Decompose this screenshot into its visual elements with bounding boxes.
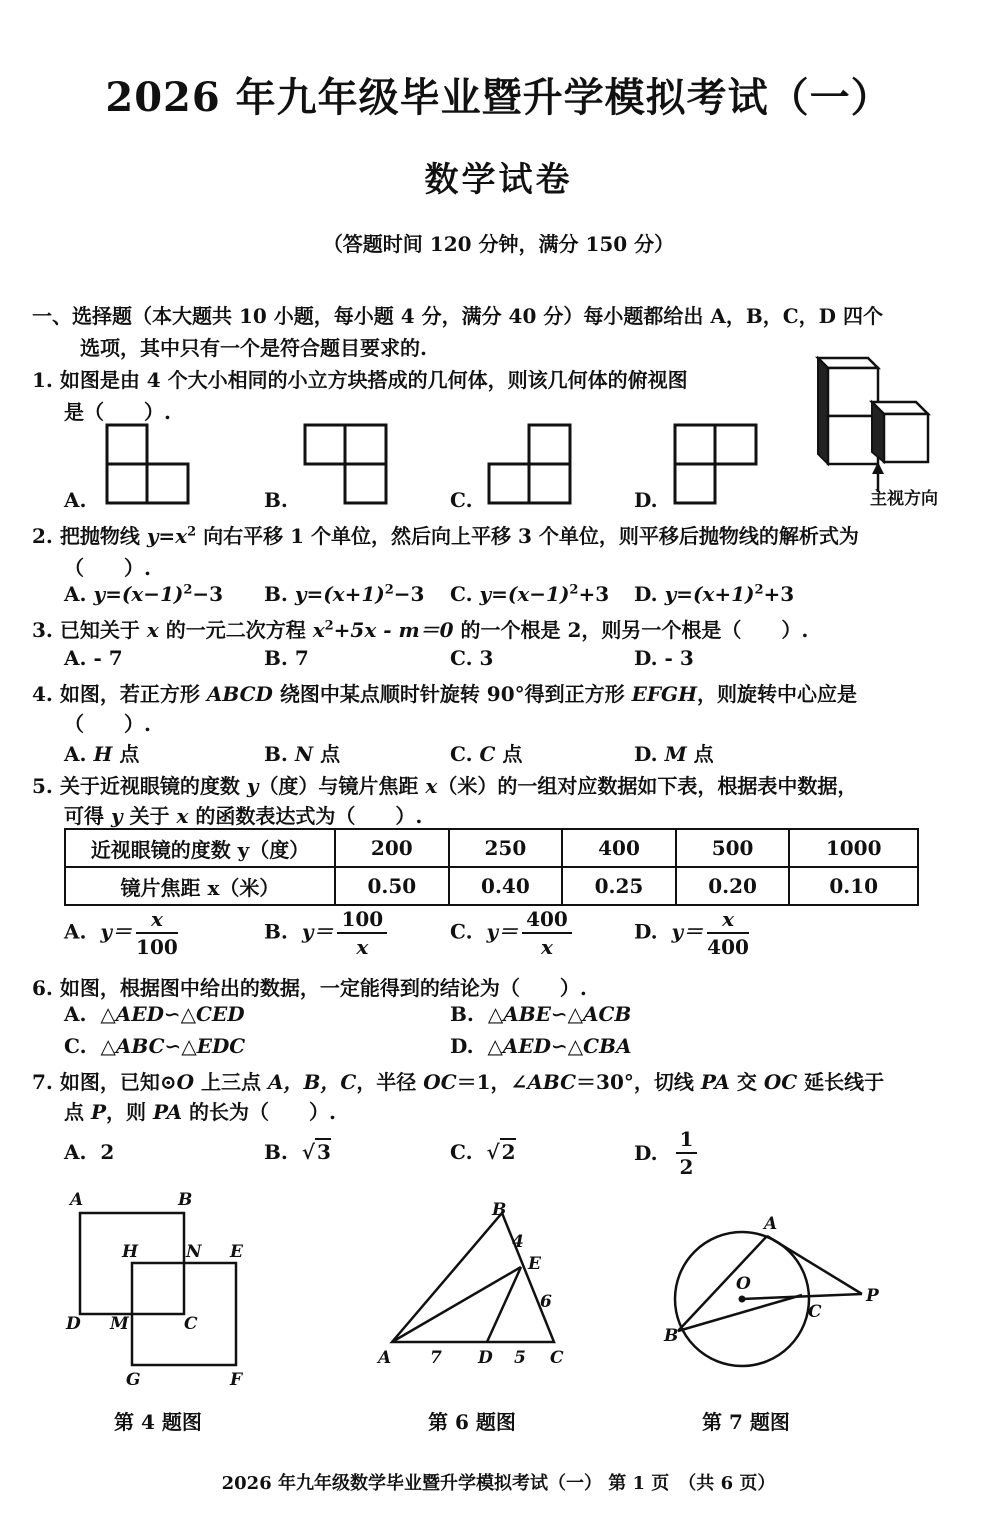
time-note: （答题时间 120 分钟，满分 150 分） (322, 232, 675, 256)
q4-option-d: D. M 点 (634, 742, 714, 766)
fig6-label-d: D (478, 1348, 493, 1368)
fig6-label-4: 4 (512, 1232, 524, 1252)
fig4-label-d: D (66, 1314, 81, 1334)
section1-intro-line1: 一、选择题（本大题共 10 小题，每小题 4 分，满分 40 分）每小题都给出 A，B，C，D 四个 (32, 304, 883, 328)
table-cell: 0.50 (335, 867, 449, 905)
q3-option-a: A. - 7 (64, 646, 123, 670)
table-row-header: 镜片焦距 x（米） (65, 867, 335, 905)
table-cell: 200 (335, 829, 449, 867)
q7-option-c: C. √ 2 (450, 1140, 516, 1164)
figure-7-caption: 第 7 题图 (702, 1410, 790, 1434)
q5-option-d: D. y＝ $\frac{x}{400}$ (634, 907, 749, 959)
fig4-label-e: E (230, 1242, 243, 1262)
table-row (65, 829, 918, 867)
q4-option-b: B. N 点 (264, 742, 341, 766)
figure-6 (372, 1195, 582, 1375)
fig6-label-c: C (550, 1348, 564, 1368)
q1-option-c-figure (488, 424, 572, 504)
fig6-label-7: 7 (430, 1348, 442, 1368)
fig6-label-a: A (378, 1348, 392, 1368)
fig4-label-c: C (184, 1314, 198, 1334)
q6-option-a: A. △AED∽△CED (64, 1002, 245, 1026)
q5-option-b: B. y＝ $\frac{100}{x}$ (264, 906, 387, 960)
q1-solid-figure (812, 352, 962, 502)
table-cell: 0.20 (676, 867, 790, 905)
fig7-label-p: P (866, 1286, 879, 1306)
fig4-label-g: G (126, 1370, 141, 1390)
q1-option-a: A. (64, 488, 87, 512)
q1-option-d: D. (634, 488, 658, 512)
q3-option-c: C. 3 (450, 646, 494, 670)
table-cell: 0.25 (562, 867, 676, 905)
figure-4 (60, 1185, 260, 1395)
q7-line2: 点 P，则 PA 的长为（ ）. (64, 1100, 337, 1124)
table-cell: 500 (676, 829, 790, 867)
q5-data-table (64, 828, 919, 906)
section1-intro-line2: 选项，其中只有一个是符合题目要求的. (80, 336, 427, 360)
q7-line1: 7. 如图，已知⊙O 上三点 A，B，C，半径 OC＝1，∠ABC＝30°，切线 PA 交 OC 延长线于 (32, 1070, 885, 1094)
table-cell: 250 (449, 829, 563, 867)
q6-option-c: C. △ABC∽△EDC (64, 1034, 246, 1058)
q5-line1: 5. 关于近视眼镜的度数 y（度）与镜片焦距 x（米）的一组对应数据如下表，根据表中数据， (32, 774, 858, 798)
q2-option-d: D. $y=(x+1)^2+3$ (634, 582, 795, 606)
q3-option-b: B. 7 (264, 646, 309, 670)
q2-option-c: C. $y=(x-1)^2+3$ (450, 582, 610, 606)
fig7-label-c: C (808, 1302, 822, 1322)
fig4-label-m: M (110, 1314, 129, 1334)
fig7-label-o: O (736, 1274, 751, 1294)
table-row (65, 867, 918, 905)
q4-option-c: C. C 点 (450, 742, 523, 766)
q5-line2: 可得 y 关于 x 的函数表达式为（ ）. (64, 804, 423, 828)
page-footer: 2026 年九年级数学毕业暨升学模拟考试（一） 第 1 页 （共 6 页） (221, 1473, 776, 1494)
table-cell: 1000 (789, 829, 918, 867)
q2-option-b: B. $y=(x+1)^2-3$ (264, 582, 425, 606)
q2-line2: （ ）. (64, 556, 151, 580)
q4-line2: （ ）. (64, 712, 151, 736)
fig7-label-a: A (764, 1214, 778, 1234)
fig7-label-b: B (664, 1326, 679, 1346)
q1-option-b-figure (304, 424, 388, 504)
q1-option-c: C. (450, 488, 473, 512)
q1-option-b: B. (264, 488, 288, 512)
table-cell: 400 (562, 829, 676, 867)
q4-option-a: A. H 点 (64, 742, 140, 766)
table-cell: 0.40 (449, 867, 563, 905)
q7-option-b: B. √ 3 (264, 1140, 331, 1164)
fig6-label-e: E (528, 1254, 541, 1274)
q1-line2: 是（ ）. (64, 400, 171, 424)
q7-option-a: A. 2 (64, 1140, 115, 1164)
fig6-label-5: 5 (514, 1348, 526, 1368)
q1-option-d-figure (674, 424, 758, 504)
fig4-label-a: A (70, 1190, 84, 1210)
q1-line1: 1. 如图是由 4 个大小相同的小立方块搭成的几何体，则该几何体的俯视图 (32, 368, 688, 392)
q1-option-a-figure (106, 424, 190, 504)
figure-6-caption: 第 6 题图 (428, 1410, 516, 1434)
q2-line1: 2. 把抛物线 $y=x^2$ 向右平移 1 个单位，然后向上平移 3 个单位，则平移后抛物线的解析式为 (32, 524, 859, 548)
q5-option-c: C. y＝ $\frac{400}{x}$ (450, 906, 572, 960)
q2-option-a: A. $y=(x-1)^2-3$ (64, 582, 224, 606)
paper-subtitle: 数学试卷 (424, 160, 573, 200)
fig6-label-6: 6 (540, 1292, 552, 1312)
exam-title: 2026 年九年级毕业暨升学模拟考试（一） (105, 74, 892, 121)
fig4-label-b: B (178, 1190, 193, 1210)
table-cell: 0.10 (789, 867, 918, 905)
q1-view-direction-label: 主视方向 (870, 489, 938, 509)
fig4-label-f: F (230, 1370, 243, 1390)
table-row-header: 近视眼镜的度数 y（度） (65, 829, 335, 867)
q5-option-a: A. y＝ $\frac{x}{100}$ (64, 907, 178, 959)
q7-option-d: D. $\frac{1}{2}$ (634, 1126, 697, 1180)
q3-option-d: D. - 3 (634, 646, 694, 670)
fig4-label-n: N (186, 1242, 202, 1262)
fig4-label-h: H (122, 1242, 139, 1262)
figure-7 (660, 1205, 900, 1385)
fig6-label-b: B (492, 1200, 507, 1220)
q4-line1: 4. 如图，若正方形 ABCD 绕图中某点顺时针旋转 90°得到正方形 EFGH，则旋转中心应是 (32, 682, 858, 706)
q6-option-d: D. △AED∽△CBA (450, 1034, 632, 1058)
q3-line: 3. 已知关于 x 的一元二次方程 $x^2+5x - m=0$ 的一个根是 2，则另一个根是（ ）. (32, 618, 809, 642)
q6-line1: 6. 如图，根据图中给出的数据，一定能得到的结论为（ ）. (32, 976, 587, 1000)
figure-4-caption: 第 4 题图 (114, 1410, 202, 1434)
q6-option-b: B. △ABE∽△ACB (450, 1002, 632, 1026)
